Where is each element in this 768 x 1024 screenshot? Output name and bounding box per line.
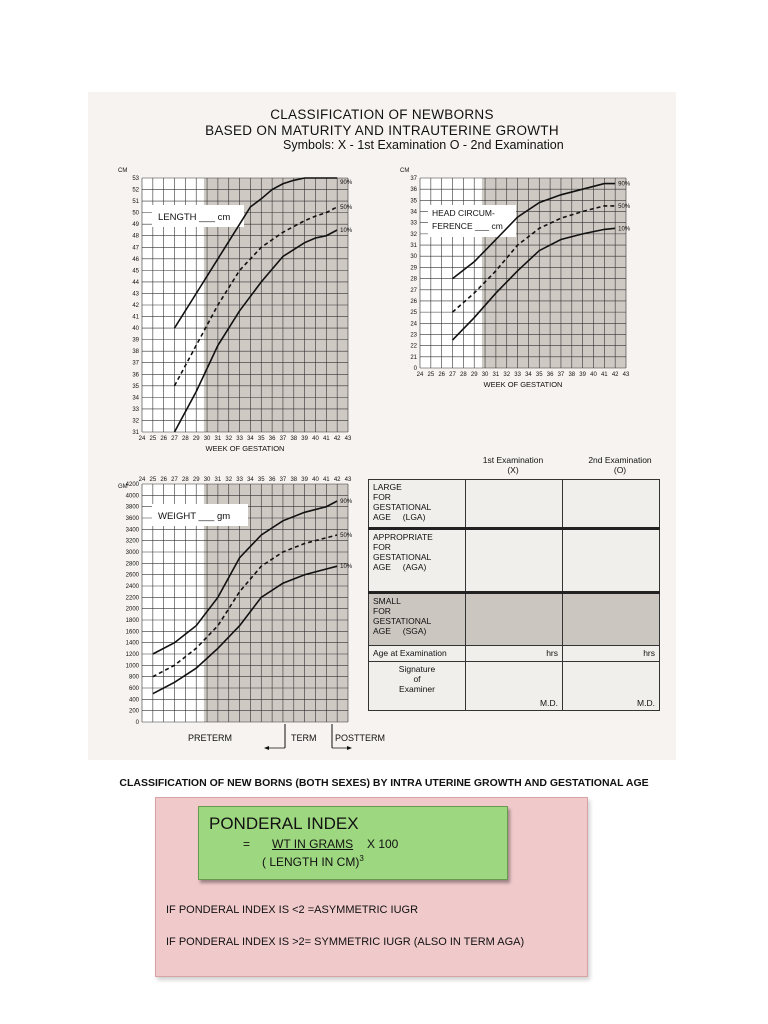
x-tick-label: 35 [257, 436, 265, 442]
y-tick-label: 34 [410, 209, 417, 216]
x-tick-label: 29 [192, 477, 200, 483]
x-tick-label: 43 [622, 372, 630, 378]
x-tick-label: 42 [611, 372, 619, 378]
x-tick-label: 33 [514, 372, 521, 378]
formula-exponent: 3 [359, 854, 364, 863]
y-tick-label: 2200 [125, 595, 139, 602]
x-tick-label: 40 [312, 436, 319, 442]
y-tick-label: 42 [132, 303, 139, 309]
y-tick-label: 29 [410, 265, 417, 272]
x-tick-label: 32 [503, 372, 511, 378]
y-tick-label: 31 [410, 243, 417, 250]
x-tick-label: 37 [279, 436, 287, 442]
unit-label: GM [118, 484, 128, 490]
x-tick-label: 27 [171, 436, 178, 442]
x-tick-label: 31 [214, 436, 222, 442]
x-tick-label: 41 [322, 477, 330, 483]
y-tick-label: 1600 [125, 629, 139, 636]
y-tick-label: 49 [132, 222, 139, 229]
y-tick-label: 32 [410, 231, 417, 238]
y-tick-label: 41 [132, 314, 139, 321]
y-tick-label: 0 [135, 720, 139, 726]
x-tick-label: 34 [525, 372, 532, 378]
percentile-label: 50% [340, 533, 353, 539]
y-tick-label: 31 [132, 430, 139, 436]
x-tick-label: 30 [481, 372, 489, 378]
x-tick-label: 26 [160, 477, 168, 483]
sga-second-exam-cell[interactable] [563, 592, 660, 645]
x-tick-label: 34 [247, 436, 254, 442]
x-tick-label: 24 [416, 372, 424, 378]
y-tick-label: 0 [413, 366, 417, 372]
x-tick-label: 24 [138, 436, 146, 442]
x-tick-label: 25 [149, 477, 157, 483]
y-tick-label: 43 [132, 291, 139, 298]
x-tick-label: 25 [149, 436, 157, 442]
x-tick-label: 34 [247, 477, 254, 483]
y-tick-label: 39 [132, 337, 139, 344]
x-tick-label: 28 [182, 477, 189, 483]
y-tick-label: 600 [128, 686, 139, 692]
x-tick-label: 39 [579, 372, 586, 378]
lga-second-exam-cell[interactable] [563, 480, 660, 529]
term-arrows [258, 722, 378, 752]
y-tick-label: 23 [410, 332, 417, 339]
x-tick-label: 26 [438, 372, 446, 378]
x-tick-label: 40 [590, 372, 597, 378]
x-tick-label: 41 [322, 436, 330, 442]
y-tick-label: 1800 [125, 618, 139, 624]
chart-title: LENGTH ___ cm [158, 212, 231, 223]
x-tick-label: 37 [279, 477, 287, 483]
y-tick-label: 2400 [125, 584, 139, 590]
x-tick-label: 39 [301, 477, 308, 483]
y-tick-label: 400 [128, 697, 139, 704]
y-tick-label: 35 [132, 383, 139, 390]
y-tick-label: 37 [132, 360, 139, 367]
second-exam-header-text: 2nd Examination (O) [588, 455, 652, 475]
y-tick-label: 50 [132, 210, 139, 217]
x-tick-label: 26 [160, 436, 168, 442]
second-exam-signature[interactable]: M.D. [563, 661, 660, 710]
x-tick-label: 24 [138, 477, 146, 483]
percentile-label: 50% [340, 204, 353, 211]
chart-sheet-title-line1: CLASSIFICATION OF NEWBORNS [270, 107, 494, 122]
y-tick-label: 32 [132, 418, 139, 425]
y-tick-label: 40 [132, 326, 139, 333]
x-tick-label: 29 [192, 436, 200, 442]
y-tick-label: 48 [132, 233, 139, 240]
chart-grid-group [400, 168, 631, 389]
term-label: TERM [291, 733, 317, 743]
percentile-label: 50% [618, 203, 631, 210]
x-tick-label: 37 [557, 372, 565, 378]
x-tick-label: 32 [225, 477, 233, 483]
y-tick-label: 3400 [125, 527, 139, 534]
percentile-label: 90% [340, 180, 353, 186]
chart-title-line2: FERENCE ___ cm [432, 221, 503, 231]
x-tick-label: 36 [546, 372, 554, 378]
aga-label: APPROPRIATE FOR GESTATIONAL AGE (AGA) [369, 528, 466, 592]
y-tick-label: 3800 [125, 504, 139, 511]
y-tick-label: 33 [132, 406, 139, 413]
y-tick-label: 33 [410, 220, 417, 227]
formula-denominator [262, 854, 364, 869]
x-tick-label: 29 [470, 372, 478, 378]
chart-title-line1: HEAD CIRCUM- [432, 208, 495, 218]
y-tick-label: 47 [132, 245, 139, 252]
first-exam-header [468, 455, 558, 475]
ponderal-rule-1: IF PONDERAL INDEX IS <2 =ASYMMETRIC IUGR [166, 904, 419, 916]
y-tick-label: 45 [132, 268, 139, 275]
y-tick-label: 22 [410, 343, 417, 350]
x-tick-label: 28 [182, 436, 189, 442]
lga-first-exam-cell[interactable] [466, 480, 563, 529]
y-tick-label: 4200 [125, 482, 139, 488]
y-tick-label: 35 [410, 198, 417, 205]
y-tick-label: 24 [410, 321, 417, 328]
y-tick-label: 200 [128, 708, 139, 715]
y-tick-label: 4000 [125, 493, 139, 500]
y-tick-label: 2000 [125, 606, 139, 613]
y-tick-label: 3200 [125, 538, 139, 545]
y-tick-label: 2600 [125, 572, 139, 579]
y-tick-label: 2800 [125, 561, 139, 568]
y-tick-label: 46 [132, 256, 139, 263]
x-tick-label: 36 [268, 436, 276, 442]
formula-equals: = [243, 837, 251, 851]
chart-title: WEIGHT ___ gm [158, 511, 231, 522]
lga-label: LARGE FOR GESTATIONAL AGE (LGA) [369, 480, 466, 529]
formula-numerator: WT IN GRAMS [272, 837, 354, 851]
first-exam-signature[interactable]: M.D. [466, 661, 563, 710]
y-tick-label: 36 [410, 187, 417, 194]
ponderal-formula-box [198, 806, 508, 880]
aga-second-exam-cell[interactable] [563, 528, 660, 592]
postterm-label: POSTTERM [335, 733, 386, 743]
x-tick-label: 41 [600, 372, 608, 378]
y-tick-label: 3000 [125, 550, 139, 556]
x-tick-label: 33 [236, 477, 243, 483]
y-tick-label: 30 [410, 254, 417, 261]
figure-caption: CLASSIFICATION OF NEW BORNS (BOTH SEXES) BY INTRA UTERINE GROWTH AND GESTATIONAL AGE [119, 777, 649, 789]
first-exam-hrs[interactable]: hrs [466, 646, 563, 662]
y-tick-label: 34 [132, 395, 139, 402]
percentile-label: 90% [618, 181, 631, 188]
y-tick-label: 44 [132, 279, 139, 286]
formula-denominator-text: ( LENGTH IN CM) [262, 855, 360, 869]
y-tick-label: 53 [132, 176, 139, 182]
percentile-label: 10% [340, 564, 353, 571]
percentile-label: 90% [340, 499, 353, 505]
ponderal-rule-2: IF PONDERAL INDEX IS >2= SYMMETRIC IUGR (ALSO IN TERM AGA) [166, 936, 525, 948]
y-tick-label: 1000 [125, 663, 139, 670]
x-tick-label: 43 [344, 477, 352, 483]
x-tick-label: 38 [568, 372, 576, 378]
sga-first-exam-cell[interactable] [466, 592, 563, 645]
chart-sheet-title-line2: BASED ON MATURITY AND INTRAUTERINE GROWTH [205, 123, 559, 138]
age-at-exam-label: Age at Examination [369, 646, 466, 662]
x-tick-label: 35 [257, 477, 265, 483]
aga-first-exam-cell[interactable] [466, 528, 563, 592]
x-tick-label: 31 [492, 372, 500, 378]
x-tick-label: 38 [290, 436, 298, 442]
x-axis-label: WEEK OF GESTATION [205, 444, 285, 453]
symbols-legend: Symbols: X - 1st Examination O - 2nd Examination [283, 138, 564, 152]
x-tick-label: 42 [333, 477, 341, 483]
y-tick-label: 3600 [125, 516, 139, 522]
y-tick-label: 1400 [125, 640, 139, 647]
x-tick-label: 39 [301, 436, 308, 442]
y-tick-label: 38 [132, 349, 139, 356]
y-tick-label: 28 [410, 276, 417, 283]
formula-multiplier: X 100 [367, 837, 399, 851]
x-tick-label: 40 [312, 477, 319, 483]
ponderal-title: PONDERAL INDEX [209, 814, 359, 833]
y-tick-label: 1200 [125, 652, 139, 658]
y-tick-label: 21 [410, 354, 417, 361]
x-tick-label: 33 [236, 436, 243, 442]
y-tick-label: 36 [132, 372, 139, 379]
chart-grid-group [118, 477, 353, 726]
x-tick-label: 25 [427, 372, 435, 378]
growth-chart-scan [88, 92, 676, 760]
x-tick-label: 35 [535, 372, 543, 378]
x-tick-label: 36 [268, 477, 276, 483]
y-tick-label: 52 [132, 187, 139, 194]
x-axis-label: WEEK OF GESTATION [483, 380, 563, 389]
second-exam-header [570, 455, 670, 475]
x-tick-label: 27 [171, 477, 178, 483]
unit-label: CM [400, 168, 410, 174]
x-tick-label: 43 [344, 436, 352, 442]
x-tick-label: 32 [225, 436, 233, 442]
preterm-label: PRETERM [188, 733, 233, 743]
x-tick-label: 31 [214, 477, 222, 483]
x-tick-label: 30 [203, 436, 211, 442]
first-exam-header-text: 1st Examination (X) [482, 455, 544, 475]
sga-label: SMALL FOR GESTATIONAL AGE (SGA) [369, 592, 466, 645]
y-tick-label: 25 [410, 310, 417, 317]
x-tick-label: 27 [449, 372, 456, 378]
y-tick-label: 37 [410, 176, 417, 182]
unit-label: CM [118, 168, 128, 174]
second-exam-hrs[interactable]: hrs [563, 646, 660, 662]
percentile-label: 10% [340, 227, 353, 234]
x-tick-label: 28 [460, 372, 467, 378]
x-tick-label: 38 [290, 477, 298, 483]
y-tick-label: 27 [410, 287, 417, 294]
y-tick-label: 800 [128, 674, 139, 681]
classification-table [368, 479, 660, 711]
x-tick-label: 30 [203, 477, 211, 483]
signature-label: Signature of Examiner [369, 661, 466, 710]
percentile-label: 10% [618, 226, 631, 233]
y-tick-label: 26 [410, 298, 417, 305]
y-tick-label: 51 [132, 199, 139, 206]
x-tick-label: 42 [333, 436, 341, 442]
